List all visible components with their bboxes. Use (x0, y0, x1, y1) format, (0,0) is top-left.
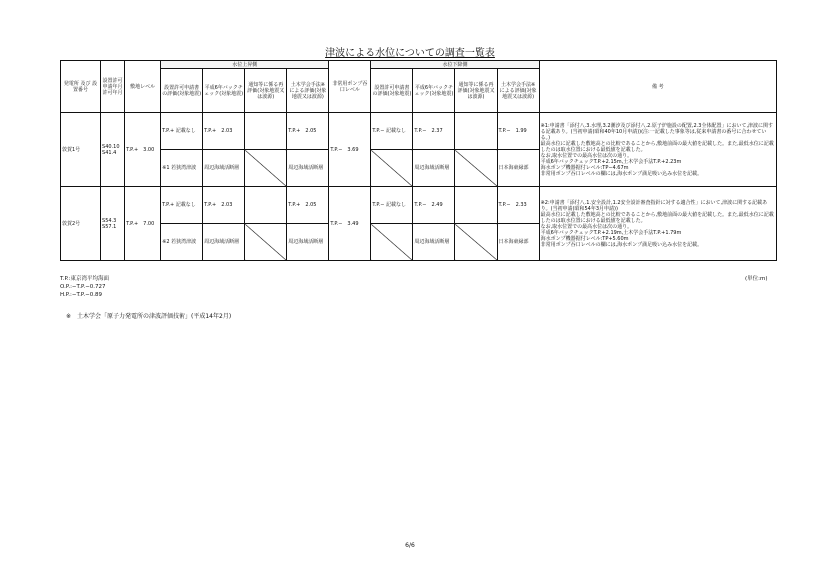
header-fall-reeval: 通知等に係る再評価(対象地震又は波源) (455, 69, 497, 113)
header-rise-jsce: 土木学会手法※による評価(対象地震又は波源) (287, 69, 329, 113)
fall-permit-empty (371, 150, 413, 187)
header-rise-permit: 設置許可申請書の評価(対象地震) (161, 69, 203, 113)
rise-jsce-source: 周辺海域活断層 (287, 224, 329, 261)
fall-jsce-source: 日本海東縁部 (497, 150, 539, 187)
header-rise-group: 水位上昇側 (161, 61, 329, 69)
site-level: T.P.+ 7.00 (125, 187, 161, 261)
fall-reeval-empty (455, 224, 497, 261)
fall-h6-source: 周辺海域活断層 (413, 224, 455, 261)
header-plant: 発電所 及び 設置番号 (61, 61, 101, 113)
remark-line: 海水ポンプ機器据付レベル:TP−4.67m (540, 164, 629, 171)
remark-line: 非常用ポンプ吞口レベルの欄には,海水ポンプ満足吸い込み水位を記載。 (540, 241, 703, 248)
rise-h6-source: 周辺海域活断層 (203, 150, 245, 187)
fall-reeval-empty (455, 150, 497, 187)
permit-dates (101, 187, 125, 261)
remark-line: 最高水位に記載した敷地高との比較であることから,敷地前面の最大値を記載した。また,最低水位に記載したのは取水位置における最低値を記載した。 (540, 211, 774, 224)
rise-jsce-source: 周辺海域活断層 (287, 150, 329, 187)
fall-reeval-value (455, 187, 497, 224)
fall-jsce-source: 日本海東縁部 (497, 224, 539, 261)
remarks-cell (539, 187, 776, 261)
plant-name: 敦賀2号 (61, 187, 101, 261)
permit-date-application: S54.3 (102, 217, 117, 224)
fall-permit-empty (371, 224, 413, 261)
rise-reeval-empty (245, 150, 287, 187)
unit-note: (単位:m) (745, 276, 768, 282)
pump-level: T.P.− 3.69 (329, 113, 371, 187)
page-number: 6/6 (405, 542, 415, 549)
fall-h6-source: 周辺海域活断層 (413, 150, 455, 187)
remarks-cell (539, 113, 776, 187)
remark-line: 平成6年バックチェックT.P.+2.15m,土木学会手法T.P.+2.23m (540, 158, 682, 165)
rise-permit-source: ※2 若狭湾津波 (161, 224, 203, 261)
rise-reeval-value (245, 187, 287, 224)
rise-reeval-empty (245, 224, 287, 261)
remark-line: なお,取水位置での最高水位は次の通り。 (540, 223, 633, 230)
page-title: 津波による水位についての調査一覧表 (325, 48, 495, 59)
tsunami-survey-table (60, 60, 777, 261)
permit-date-approval: S41.4 (102, 149, 117, 156)
header-remarks: 備 考 (539, 61, 776, 113)
fall-reeval-value (455, 113, 497, 150)
rise-permit-value: T.P.+ 記載なし (161, 113, 203, 150)
header-rise-h6: 平成6年バックチェック(対象地震) (203, 69, 245, 113)
op-note: O.P.:−T.P.−0.727 (60, 284, 106, 290)
header-fall-h6: 平成6年バックチェック(対象地震) (413, 69, 455, 113)
remark-line: 非常用ポンプ吞口レベルの欄には,海水ポンプ満足吸い込み水位を記載。 (540, 170, 703, 177)
header-permit-date: 設置許可申請年月 許可年月 (101, 61, 125, 113)
table-row (61, 113, 777, 150)
header-site-level: 敷地レベル (125, 61, 161, 113)
remark-line: 最高水位に記載した敷地高との比較であることから,敷地前面の最大値を記載した。また,最低水位に記載したのは取水位置における最低値を記載した。 (540, 140, 774, 153)
site-level: T.P.+ 3.00 (125, 113, 161, 187)
header-rise-reeval: 通知等に係る再評価(対象地震又は波源) (245, 69, 287, 113)
table-row (61, 187, 777, 224)
permit-date-approval: S57.1 (102, 223, 117, 230)
rise-permit-value: T.P.+ 記載なし (161, 187, 203, 224)
footnote: ※ 土木学会「原子力発電所の津波評価技術」(平成14年2月) (66, 313, 232, 320)
rise-permit-source: ※1 若狭湾津波 (161, 150, 203, 187)
tp-note: T.P.:東京湾平均海面 (60, 276, 110, 282)
header-pump-level: 非常用ポンプ吞口レベル (329, 61, 371, 113)
hp-note: H.P.:−T.P.−0.89 (60, 292, 102, 298)
rise-h6-value: T.P.+ 2.03 (203, 113, 245, 150)
fall-permit-value: T.P.− 記載なし (371, 187, 413, 224)
fall-permit-value: T.P.− 記載なし (371, 113, 413, 150)
plant-name: 敦賀1号 (61, 113, 101, 187)
header-fall-permit: 設置許可申請書の評価(対象地震) (371, 69, 413, 113)
rise-h6-value: T.P.+ 2.03 (203, 187, 245, 224)
remark-line: ※1:申請書「添付八.3.水理,3.2潮汐及び添付八.2.原子炉施設の配置,2.3全体配置」において,津波に関する記載あり。(当初申請(昭和40年10月申請))(注:一記載した事象等は,従来申請書の番号に合わせている。) (540, 122, 774, 141)
fall-h6-value: T.P.− 2.37 (413, 113, 455, 150)
fall-h6-value: T.P.− 2.49 (413, 187, 455, 224)
rise-jsce-value: T.P.+ 2.05 (287, 187, 329, 224)
remark-line: 海水ポンプ機器据付レベル:TP+5.60m (540, 235, 629, 242)
header-fall-group: 水位下降側 (371, 61, 539, 69)
permit-dates (101, 113, 125, 187)
rise-h6-source: 周辺海域活断層 (203, 224, 245, 261)
fall-jsce-value: T.P.− 1.99 (497, 113, 539, 150)
remark-line: なお,取水位置での最高水位は次の通り。 (540, 152, 633, 159)
header-fall-jsce: 土木学会手法※による評価(対象地震又は波源) (497, 69, 539, 113)
rise-jsce-value: T.P.+ 2.05 (287, 113, 329, 150)
remark-line: 平成6年バックチェックT.P.+2.19m,土木学会手法T.P.+1.79m (540, 229, 682, 236)
fall-jsce-value: T.P.− 2.33 (497, 187, 539, 224)
rise-reeval-value (245, 113, 287, 150)
pump-level: T.P.− 3.49 (329, 187, 371, 261)
permit-date-application: S40.10 (102, 143, 120, 150)
remark-line: ※2:申請書「添付八.1.安全設計,1.2安全設計審査指針に対する適合性」において,津波に関する記載あり。(当初申請(昭和54年3月申請)) (540, 199, 768, 212)
